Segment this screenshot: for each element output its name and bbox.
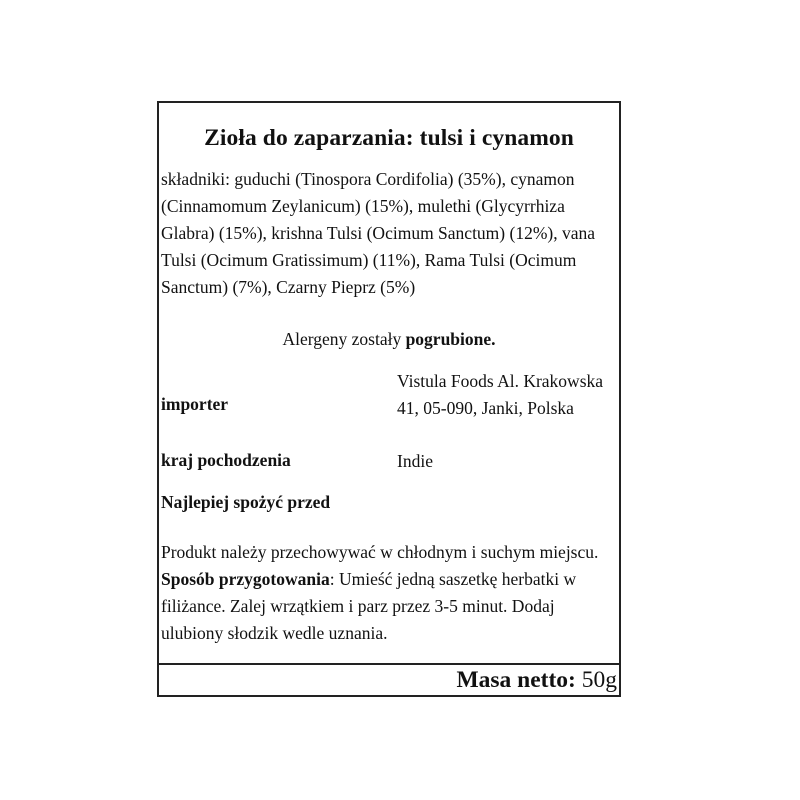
ingredients-list	[161, 166, 611, 301]
origin-value: Indie	[397, 451, 433, 471]
origin-label: kraj pochodzenia	[161, 450, 291, 470]
importer-label: importer	[161, 394, 229, 414]
product-title: Zioła do zaparzania: tulsi i cynamon	[204, 125, 574, 151]
storage-text: Produkt należy przechowywać w chłodnym i suchym miejscu.	[161, 542, 599, 562]
net-weight	[456, 665, 617, 695]
net-weight-value: 50g	[575, 667, 617, 693]
preparation-text: : Umieść jedną saszetkę herbatki w filiżance. Zalej wrzątkiem i parz przez 3-5 minut. Dodaj ulubiony słodzik wedle uznania.	[161, 569, 577, 643]
best-before-label: Najlepiej spożyć przed	[161, 492, 331, 512]
net-weight-label: Masa netto:	[456, 667, 576, 693]
importer-value: Vistula Foods Al. Krakowska 41, 05-090, Janki, Polska	[397, 371, 604, 418]
ingredients-text: guduchi (Tinospora Cordifolia) (35%), cynamon (Cinnamomum Zeylanicum) (15%), mulethi (Glycyrrhiza Glabra) (15%), krishna Tulsi (Ocimum Sanctum) (12%), vana Tulsi (Ocimum Gratissimum) (11%), Rama Tulsi (Ocimum Sanctum) (7%), Czarny Pieprz (5%)	[161, 169, 596, 297]
product-label	[157, 101, 621, 697]
allergen-prefix: Alergeny zostały	[282, 329, 406, 349]
ingredients-label: składniki:	[161, 169, 231, 189]
net-weight-bar	[159, 663, 619, 695]
allergen-note	[159, 329, 619, 350]
storage-instructions	[161, 539, 613, 647]
allergen-bold: pogrubione.	[405, 329, 496, 349]
preparation-label: Sposób przygotowania	[161, 569, 330, 589]
